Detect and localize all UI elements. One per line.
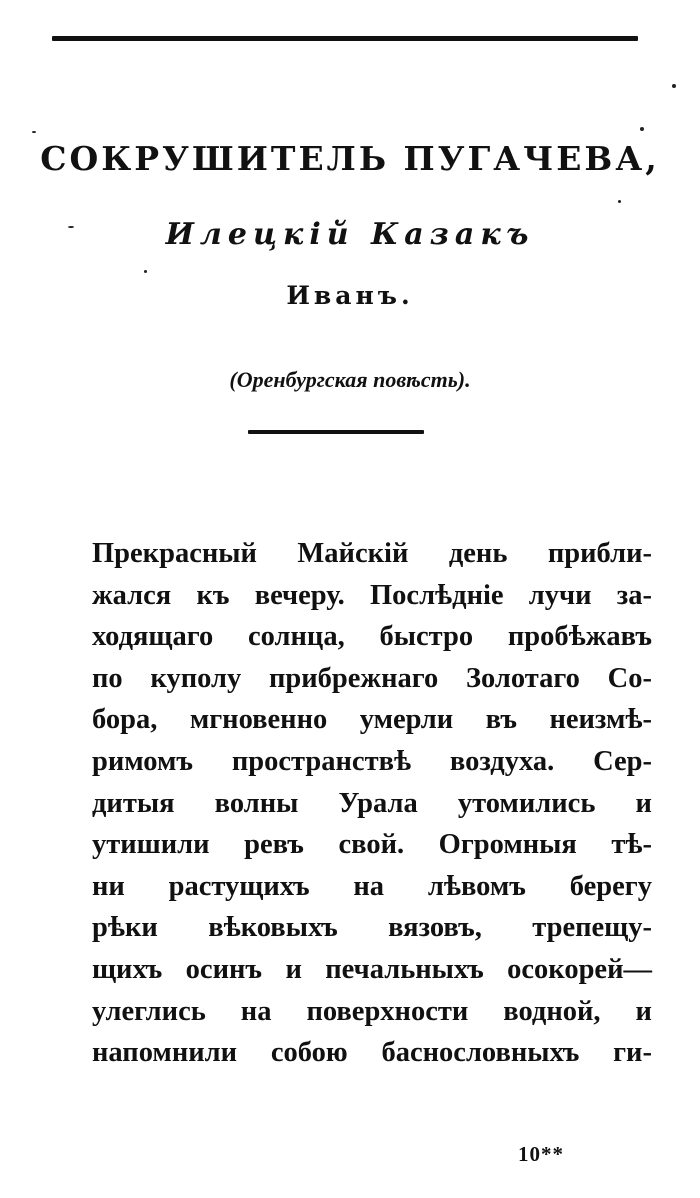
- word: въ: [485, 704, 517, 736]
- word: свой.: [338, 829, 405, 861]
- section-rule: [248, 430, 424, 434]
- word: осинъ: [185, 953, 263, 985]
- word: утомились: [457, 787, 596, 819]
- word: утишили: [92, 829, 210, 861]
- text-line: [92, 575, 652, 617]
- word: мгновенно: [189, 704, 328, 736]
- word: вязовъ,: [388, 912, 482, 944]
- signature-mark: 10**: [518, 1142, 564, 1166]
- hero-name: Иванъ.: [286, 281, 414, 310]
- word: печальныхъ: [325, 953, 484, 985]
- text-line: [92, 658, 652, 700]
- word: на: [240, 995, 272, 1027]
- word: бора,: [92, 704, 158, 736]
- word: ревъ: [244, 829, 304, 861]
- word: Послѣдніе: [370, 579, 504, 611]
- word: Золотаго: [466, 662, 580, 694]
- body-paragraph: [92, 533, 652, 1074]
- word: за-: [616, 579, 652, 611]
- word: берегу: [569, 870, 652, 902]
- story-title: СОКРУШИТЕЛЬ ПУГАЧЕВА,: [40, 139, 660, 178]
- word: волны: [214, 787, 299, 819]
- word: по: [92, 662, 123, 694]
- word: къ: [196, 579, 230, 611]
- word: Со-: [607, 662, 652, 694]
- word: вѣковыхъ: [208, 912, 338, 944]
- word: римомъ: [92, 745, 194, 777]
- text-line: [92, 783, 652, 825]
- speck-mark: [672, 84, 676, 88]
- word: рѣки: [92, 912, 158, 944]
- word: и: [285, 953, 302, 985]
- word: и: [635, 787, 652, 819]
- word: неизмѣ-: [549, 704, 652, 736]
- text-line: [92, 991, 652, 1033]
- word: и: [635, 995, 652, 1027]
- word: пространствѣ: [231, 745, 412, 777]
- text-line: [92, 907, 652, 949]
- word: быстро: [379, 621, 474, 653]
- genre-note: (Оренбургская повѣсть).: [229, 367, 471, 392]
- text-line: [92, 949, 652, 991]
- text-line: [92, 1032, 652, 1074]
- speck-mark: [144, 270, 147, 273]
- top-rule: [52, 36, 638, 41]
- word: ходящаго: [92, 621, 214, 653]
- text-line: [92, 533, 652, 575]
- word: растущихъ: [168, 870, 310, 902]
- word: куполу: [150, 662, 242, 694]
- text-line: [92, 824, 652, 866]
- word: собою: [270, 1037, 348, 1069]
- word: лучи: [528, 579, 592, 611]
- word: пробѣжавъ: [507, 621, 652, 653]
- word: на: [353, 870, 385, 902]
- word: умерли: [359, 704, 454, 736]
- text-line: [92, 616, 652, 658]
- story-subtitle: Илецкій Казакъ: [165, 217, 535, 252]
- word: поверхности: [306, 995, 469, 1027]
- word: тѣ-: [611, 829, 652, 861]
- word: водной,: [503, 995, 601, 1027]
- word: напомнили: [92, 1037, 238, 1069]
- word: день: [448, 538, 508, 569]
- word: солнца,: [248, 621, 345, 653]
- word: прибли-: [547, 538, 652, 569]
- text-line: [92, 866, 652, 908]
- speck-mark: [32, 131, 36, 133]
- word: осокорей—: [507, 953, 652, 985]
- speck-mark: [618, 200, 621, 203]
- word: Урала: [338, 787, 418, 819]
- word: лѣвомъ: [427, 870, 526, 902]
- word: Огромныя: [438, 829, 577, 861]
- word: баснословныхъ: [381, 1037, 580, 1069]
- word: Сер-: [593, 745, 652, 777]
- word: Прекрасный: [92, 538, 257, 569]
- word: прибрежнаго: [268, 662, 439, 694]
- word: дитыя: [92, 787, 175, 819]
- word: ги-: [613, 1037, 652, 1069]
- word: щихъ: [92, 953, 163, 985]
- word: воздуха.: [449, 745, 555, 777]
- word: жался: [92, 579, 172, 611]
- text-line: [92, 699, 652, 741]
- word: улеглись: [92, 995, 206, 1027]
- speck-mark: [640, 127, 644, 131]
- word: вечеру.: [254, 579, 345, 611]
- word: ни: [92, 870, 125, 902]
- word: Майскій: [297, 538, 409, 569]
- text-line: [92, 741, 652, 783]
- word: трепещу-: [532, 912, 652, 944]
